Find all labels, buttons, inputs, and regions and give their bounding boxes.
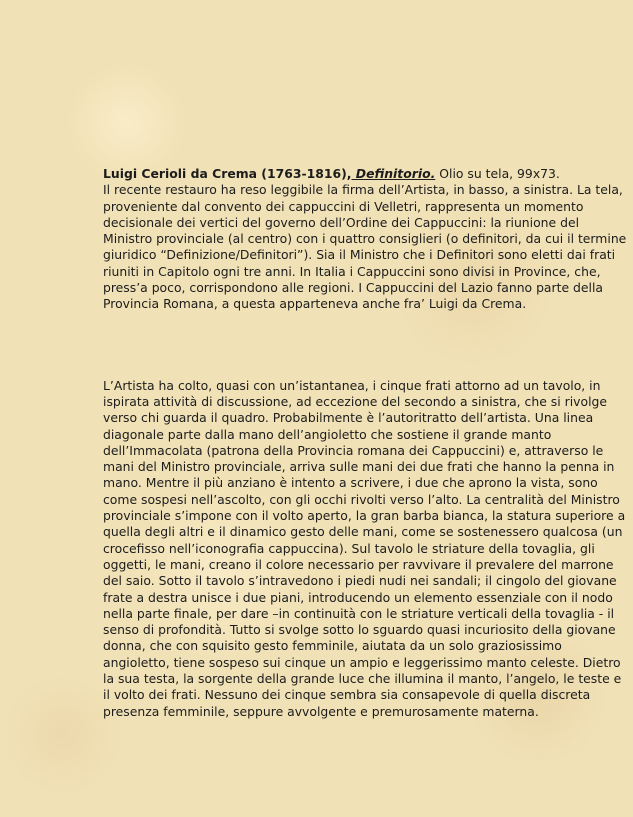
description-text-1: Il recente restauro ha reso leggibile la firma dell’Artista, in basso, a sinistra. La tela, proveniente dal convento dei cappuccini di Velletri, rappresenta un momento decisionale dei vertici del governo dell’Ordine dei Cappuccini: la riunione del Ministro provinciale (al centro) con i quattro consiglieri (o definitori, da cui il termine giuridico “Definizione/Definitori”). Sia il Ministro che i Definitori sono eletti dai frati riuniti in Capitolo ogni tre anni. In Italia i Cappuccini sono divisi in Province, che, press’a poco, corrispondono alle regioni. I Cappuccini del Lazio fanno parte della Provincia Romana, a questa apparteneva anche fra’ Luigi da Crema. [103, 182, 627, 312]
description-text-2: L’Artista ha colto, quasi con un’istantanea, i cinque frati attorno ad un tavolo, in ispirata attività di discussione, ad eccezione del secondo a sinistra, che si rivolge verso chi guarda il quadro. Probabilmente è l’autoritratto dell’artista. Una linea diagonale parte dalla mano dell’angioletto che sostiene il grande manto dell’Immacolata (patrona della Provincia romana dei Cappuccini) e, attraverso le mani del Ministro provinciale, arriva sulle mani dei due frati che hanno la penna in mano. Mentre il più anziano è intento a scrivere, i due che aprono la vista, sono come sospesi nell’ascolto, con gli occhi rivolti verso l’alto. La centralità del Ministro provinciale s’impone con il volto aperto, la gran barba bianca, la statura superiore a quella degli altri e il dinamico gesto delle mani, come se sostenessero qualcosa (un crocefisso nell’iconografia cappuccina). Sul tavolo le striature della tovaglia, gli oggetti, le mani, creano il colore necessario per ravvivare il prevalere del marrone del saio. Sotto il tavolo s’intravedono i piedi nudi nei sandali; il cingolo del giovane frate a destra unisce i due piani, introducendo un elemento essenziale con il nodo nella parte finale, per dare –in continuità con le striature verticali della tovaglia - il senso di profondità. Tutto si svolge sotto lo sguardo quasi incuriosito della giovane donna, che con squisito gesto femminile, aiutata da un solo graziosissimo angioletto, tiene sospeso sui cinque un ampio e leggerissimo manto celeste. Dietro la sua testa, la sorgente della grande luce che illumina il manto, l’angelo, le teste e il volto dei frati. Nessuno dei cinque sembra sia consapevole di quella discreta presenza femminile, seppure avvolgente e premurosamente materna. [103, 377, 626, 719]
caption-paragraph [103, 166, 627, 313]
caption-separator: , [346, 166, 352, 181]
article-body [103, 166, 627, 720]
analysis-paragraph [103, 378, 627, 720]
painting-medium: Olio su tela, 99x73. [435, 166, 560, 181]
painting-author: Luigi Cerioli da Crema (1763-1816) [103, 166, 347, 181]
paragraph-spacer [103, 313, 627, 378]
painting-title: Definitorio. [351, 166, 436, 181]
